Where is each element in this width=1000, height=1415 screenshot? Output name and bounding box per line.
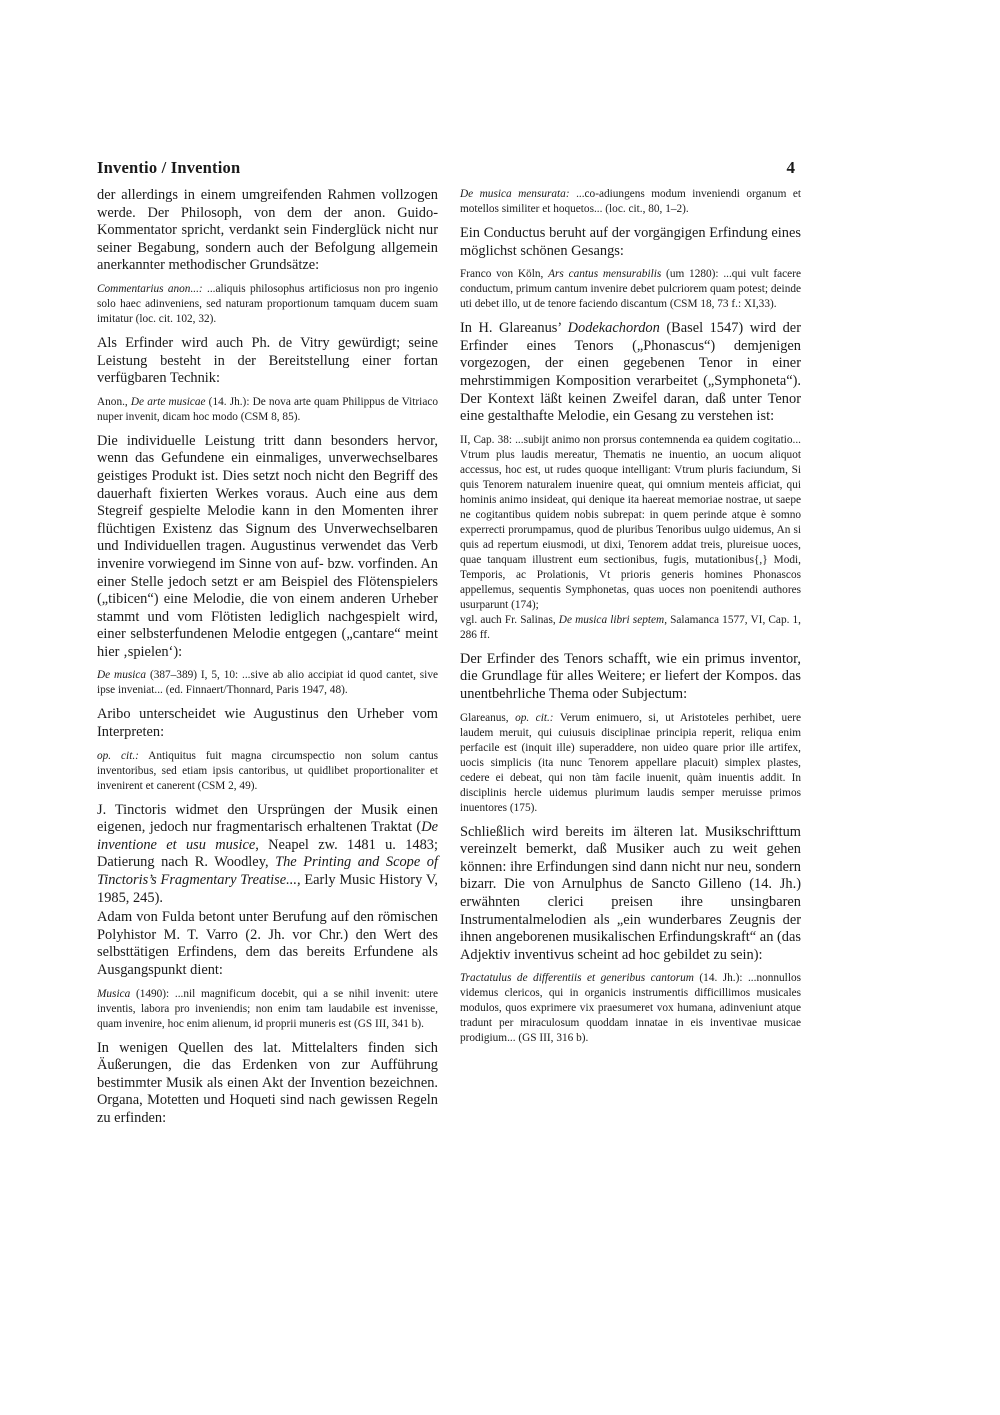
quote-source: Commentarius anon...: (97, 282, 203, 295)
page-number: 4 (786, 158, 795, 177)
source-quote (460, 971, 801, 1046)
source-quote (460, 187, 801, 217)
quote-prefix: vgl. auch Fr. Salinas, (460, 613, 559, 626)
source-quote (97, 987, 438, 1032)
quote-source: Ars cantus mensurabilis (548, 268, 662, 281)
source-quote (460, 267, 801, 312)
italic-title: Dodekachordon (567, 320, 660, 337)
quote-source: De musica (97, 669, 147, 682)
body-paragraph: der allerdings in einem umgreifenden Rahmen vollzogen werde. Der Philosoph, von dem der anon. Guido-Kommentator spricht, verdankt sein Finderglück nicht nur seiner Begabung, sondern auch der Befolgung allgemein anerkannter methodischer Grundsätze: (97, 187, 438, 274)
italic-title: De inventione et usu musice (97, 819, 438, 853)
text-run: (Basel 1547) wird der Erfinder eines Tenors („Phonascus“) demjenigen vorgezogen, der einen gegebenen Tenor in einer mehrstimmigen Komposition verarbeitet („Symphoneta“). Der Kontext läßt keinen Zweifel daran, daß unter Tenor eine gestalthafte Melodie, ein Gesang zu verstehen ist: (460, 320, 801, 425)
body-paragraph: Schließlich wird bereits im älteren lat. Musikschrifttum vereinzelt bemerkt, daß Musiker auch zu weit gehen können: ihre Erfindungen sind dann nicht nur neu, sondern bizarr. Die von Arnulphus de Sancto Gilleno (14. Jh.) erwähnten clerici preisen ihre unsingbaren Instrumentalmelodien als „ein wunderbares Zeugnis der ihnen angeborenen musikalischen Erfindungskraft“ an (das Adjektiv inventivus scheint ad hoc gebildet zu sein): (460, 823, 801, 963)
source-quote (97, 749, 438, 794)
quote-text: Antiquitus fuit magna circumspectio non solum cantus inventoribus, sed etiam ipsis cantoribus, ut quidlibet proportionaliter et invenirent et canerent (CSM 2, 49). (97, 749, 439, 792)
quote-source: De musica mensurata: (460, 188, 570, 200)
quote-text: (um 1280): ...qui vult facere conductum, primum cantum invenire debet pulcriorem quam potest; deinde uti debet illo, ut de tenore faciendo discantum (CSM 18, 73 f.: XI,33). (460, 268, 802, 311)
source-quote (460, 613, 801, 643)
source-quote (460, 711, 801, 816)
text-run: , Early Music History V, 1985, 245). (97, 872, 438, 906)
body-paragraph: Adam von Fulda betont unter Berufung auf den römischen Polyhistor M. T. Varro (2. Jh. vor Chr.) den Wert des selbsttätigen Erfindens, dem das bereits Erfundene als Ausgangspunkt dient: (97, 909, 438, 978)
body-paragraph (460, 320, 801, 426)
source-quote (97, 668, 438, 698)
quote-source: De arte musicae (130, 395, 206, 408)
quote-text: , Salamanca 1577, VI, Cap. 1, 286 ff. (460, 613, 802, 641)
text-run: J. Tinctoris widmet den Ursprüngen der Musik einen eigenen, jedoch nur fragmentarisch erhaltenen Traktat ( (97, 801, 438, 836)
body-paragraph: Aribo unterscheidet wie Augustinus den Urheber vom Interpreten: (97, 706, 438, 741)
right-column (460, 187, 801, 1054)
text-run: In H. Glareanus’ (460, 320, 568, 337)
quote-text: (1490): ...nil magnificum docebit, qui a se nihil invenit: utere inventis, labora pro inveniendis; non enim tam laudabile est invenisse, quam invenire, hoc enim alienum, id proprii muneris est (GS III, 341 b). (97, 987, 438, 1030)
quote-text: (14. Jh.): De nova arte quam Philippus de Vitriaco nuper invenit, dicam hoc modo (CSM 8, 85). (97, 395, 438, 423)
quote-prefix: Franco von Köln, (460, 268, 549, 281)
quote-source: op. cit.: (97, 749, 139, 762)
quote-text: ...aliquis philosophus artificiosus non pro ingenio solo haec adinveniens, sed naturam proportionum tamquam ducem suam imitatur (loc. cit. 102, 32). (97, 282, 438, 325)
quote-source: Tractatulus de differentiis et generibus cantorum (460, 972, 694, 985)
body-paragraph (97, 802, 438, 908)
body-paragraph: Ein Conductus beruht auf der vorgängigen Erfindung eines möglichst schönen Gesangs: (460, 225, 801, 259)
italic-title: The Printing and Scope of Tinctoris’s Fragmentary Treatise... (97, 854, 439, 889)
body-paragraph: In wenigen Quellen des lat. Mittelalters finden sich Äußerungen, die das Erdenken von zur Aufführung bestimmter Musik als einen Akt der Invention bezeichnen. Organa, Motetten und Hoqueti sind nach gewissen Regeln zu erfinden: (97, 1039, 438, 1126)
running-header (97, 158, 795, 182)
quote-text: Verum enimuero, si, ut Aristoteles perhibet, uere laudem meruit, qui cuiusuis disciplinae principia reperit, reliqua enim perfacile est (inquit ille) superaddere, non uideo quare prior ille artifex, uocis simplicis (ita nunc Tenorem appellare placuit) simplex plastes, cedere ei debeat, qui non tàm facile inuenit, quàm inuentis addit. In disciplinis hercle uidemus plurimum laudis semper meruisse primos inuentores (175). (460, 711, 801, 814)
body-paragraph: Als Erfinder wird auch Ph. de Vitry gewürdigt; seine Leistung besteht in der Bereitstellung einer fortan verfügbaren Technik: (97, 334, 438, 387)
quote-source: De musica libri septem (558, 613, 665, 626)
left-column (97, 187, 438, 1135)
quote-source: op. cit.: (515, 711, 554, 724)
quote-text: (387–389) I, 5, 10: ...sive ab alio accipiat id quod cantet, sive ipse inveniat... (ed. Finnaert/Thonnard, Paris 1947, 48). (97, 669, 438, 697)
quote-text: (14. Jh.): ...nonnullos videmus clericos, qui in organicis instrumentis difficillimos musicales modulos, quos exprimere vix praesumeret vox humana, adinveniunt atque tradunt per miraculosum quoddam innatae in eis inventivae musicae prodigium... (GS III, 316 b). (460, 972, 802, 1045)
source-quote (97, 395, 438, 425)
source-quote (97, 282, 438, 327)
running-title: Inventio / Invention (97, 158, 241, 177)
body-paragraph: Der Erfinder des Tenors schafft, wie ein primus inventor, die Grundlage für alles Weitere; er liefert der Kompos. das unentbehrliche Thema oder Subjectum: (460, 650, 801, 702)
quote-source: Musica (97, 987, 131, 1000)
text-run: , Neapel zw. 1481 u. 1483; Datierung nach R. Woodley, (97, 836, 438, 871)
quote-prefix: Glareanus, (460, 711, 516, 724)
source-quote: II, Cap. 38: ...subijt animo non prorsus contemnenda ea quidem cogitatio... Vtrum plus laudis mereatur, Thematis ne inuentio, an uocum aliquot accessus, hoc est, ut rudes quoque intelligant: Vtrum pluris faciundum, Si quis Tenorem naturalem inuenire queat, qui omnium menteis afficiat, qui hominis animo insideat, qui denique ita haereat memoriae nostrae, ut saepe ne cogitantibus quidem nobis subrepat: in quem perinde atque è somno experrecti prorumpamus, quod de pluribus Tenoribus uulgo uidemus, An si quis ad repertum eiusmodi, ut dixi, Tenorem addat treis, plureisue uoces, quae tanquam illustrent eum sectionibus, fugis, mutationibus{,} Modi, Temporis, ac Prolationis, Vt prioris generis homines Phonascos appellemus, sequentis Symphonetas, quas uoces non poenitendi authores usurparunt (174); (460, 433, 801, 611)
body-paragraph: Die individuelle Leistung tritt dann besonders hervor, wenn das Gefundene ein einmaliges, unverwechselbares geistiges Produkt ist. Dies setzt noch nicht den Begriff des dauerhaft fixierten Werkes voraus. Auch eine aus dem Stegreif gespielte Melodie kann in den Momenten ihrer flüchtigen Existenz das Signum des Unverwechselbaren und Individuellen tragen. Augustinus verwendet das Verb invenire vorwiegend im Sinne von auf- bzw. vorfinden. An einer Stelle jedoch setzt er am Beispiel des Flötenspielers („tibicen“) eine Melodie, die von einem anderen Urheber stammt und vom Flötisten lediglich nachgespielt wird, einer selbsterfundenen Melodie entgegen („cantare“ meint hier ‚spielen‘): (97, 432, 438, 660)
quote-prefix: Anon., (97, 395, 131, 408)
quote-text: ...co-adiungens modum inveniendi organum et motellos similiter et hoquetos... (loc. cit., 80, 1–2). (460, 188, 801, 215)
